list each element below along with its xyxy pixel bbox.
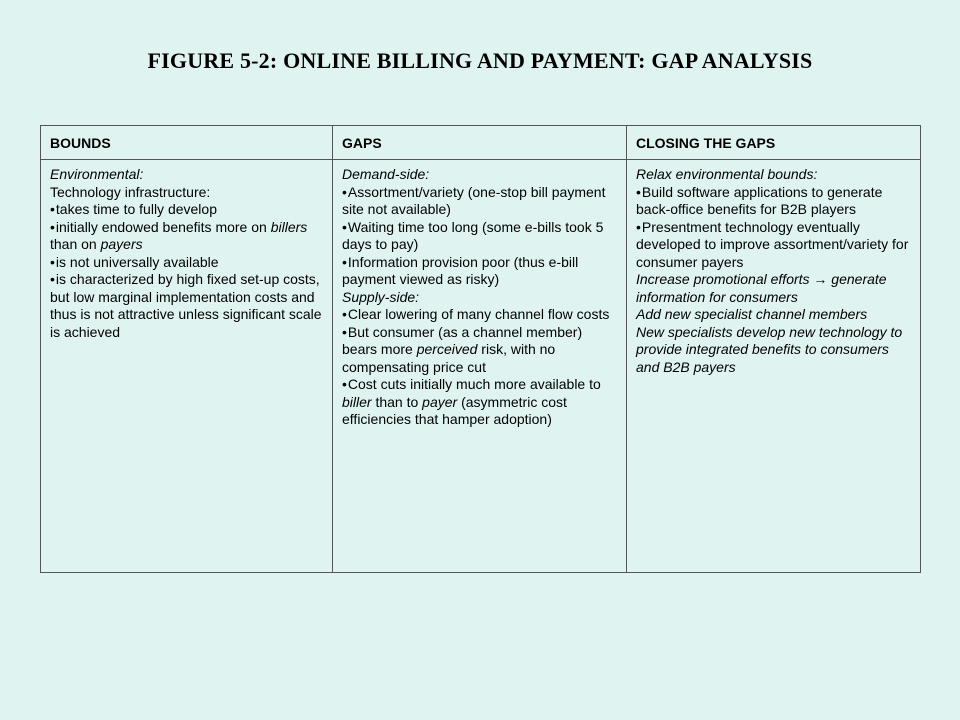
bounds-bullet-2: • initially endowed benefits more on billers than on payers	[50, 219, 323, 254]
gaps-cell	[333, 160, 627, 573]
closing-gaps-cell	[627, 160, 921, 573]
supply-side-heading: Supply-side:	[342, 288, 420, 305]
demand-bullet-3: • Information provision poor (thus e-bill payment viewed as risky)	[342, 254, 617, 289]
closing-new-specialists-line: New specialists develop new technology to provide integrated benefits to consumers and B2B payers	[636, 323, 903, 375]
bounds-cell	[41, 160, 333, 573]
header-bounds: BOUNDS	[41, 126, 333, 160]
table-header-row	[41, 126, 921, 160]
bounds-subheading: Technology infrastructure:	[50, 183, 211, 200]
demand-side-heading: Demand-side:	[342, 166, 430, 182]
closing-bullet-1: • Build software applications to generate back-office benefits for B2B players	[636, 184, 911, 219]
closing-promo-line: Increase promotional efforts → generate information for consumers	[636, 271, 887, 305]
header-gaps: GAPS	[333, 126, 627, 160]
demand-bullet-2: • Waiting time too long (some e-bills took 5 days to pay)	[342, 219, 617, 254]
page-title: FIGURE 5-2: ONLINE BILLING AND PAYMENT: GAP ANALYSIS	[147, 48, 813, 73]
closing-heading: Relax environmental bounds:	[636, 166, 818, 182]
supply-bullet-3: • Cost cuts initially much more available to biller than to payer (asymmetric cost efficiencies that hamper adoption)	[342, 376, 617, 429]
bounds-bullet-1: • takes time to fully develop	[50, 201, 323, 219]
supply-bullet-1: • Clear lowering of many channel flow costs	[342, 306, 617, 324]
right-arrow-icon: →	[813, 271, 828, 287]
table-row	[41, 160, 921, 573]
gap-analysis-table	[40, 125, 921, 573]
header-closing-the-gaps: CLOSING THE GAPS	[627, 126, 921, 160]
closing-bullet-2: • Presentment technology eventually developed to improve assortment/variety for consumer payers	[636, 219, 911, 272]
bounds-bullet-3: • is not universally available	[50, 254, 323, 272]
closing-add-specialists-line: Add new specialist channel members	[636, 306, 868, 322]
bounds-heading: Environmental:	[50, 166, 144, 182]
demand-bullet-1: • Assortment/variety (one-stop bill payment site not available)	[342, 184, 617, 219]
bounds-bullet-4: • is characterized by high fixed set-up costs, but low marginal implementation costs and thus is not attractive unless significant scale is achieved	[50, 271, 323, 341]
supply-bullet-2: • But consumer (as a channel member) bears more perceived risk, with no compensating price cut	[342, 324, 617, 377]
